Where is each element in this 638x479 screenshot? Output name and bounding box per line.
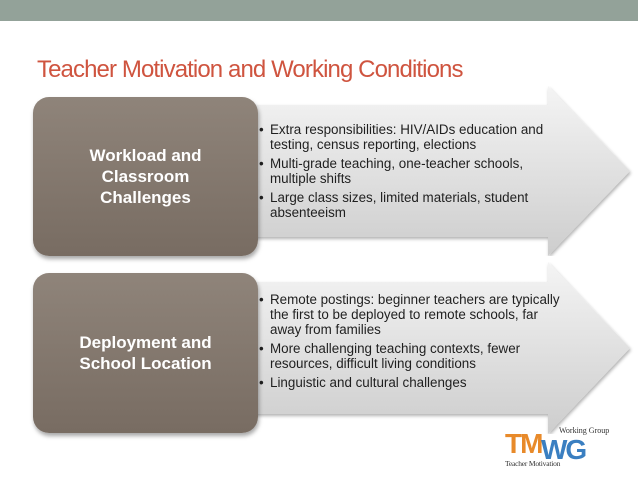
logo-caption-top: Working Group (559, 426, 610, 435)
section-2-bullets (259, 292, 571, 394)
logo-letters-left: TM (505, 428, 542, 459)
bullet-item: • Large class sizes, limited materials, student absenteeism (259, 190, 569, 220)
logo-caption-bottom: Teacher Motivation (505, 459, 561, 468)
logo-letters-right: WG (541, 434, 586, 465)
section-1-heading-box (33, 97, 258, 256)
section-2-heading: Deployment and School Location (79, 333, 212, 373)
bullet-item: • Multi-grade teaching, one-teacher schools, multiple shifts (259, 156, 569, 186)
tmwg-logo (505, 425, 610, 469)
top-color-band (0, 0, 638, 21)
bullet-item: • More challenging teaching contexts, fewer resources, difficult living conditions (259, 341, 571, 371)
section-1-bullets (259, 122, 569, 224)
section-1-heading: Workload and Classroom Challenges (89, 146, 202, 207)
section-2-heading-box (33, 273, 258, 433)
bullet-item: • Linguistic and cultural challenges (259, 375, 571, 390)
bullet-item: • Extra responsibilities: HIV/AIDs education and testing, census reporting, elections (259, 122, 569, 152)
slide-title: Teacher Motivation and Working Conditions (37, 56, 463, 83)
bullet-item: • Remote postings: beginner teachers are typically the first to be deployed to remote schools, far away from families (259, 292, 571, 337)
